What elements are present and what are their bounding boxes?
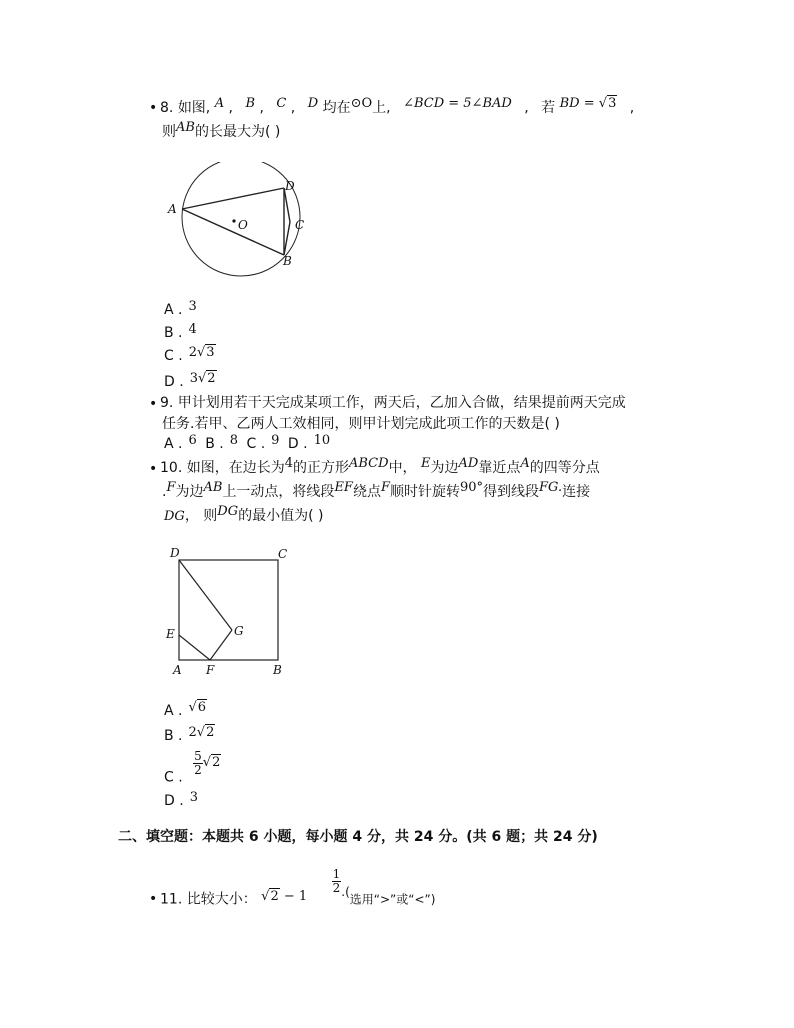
q10-option-c[interactable] (164, 749, 221, 791)
q9-option-a[interactable] (164, 433, 197, 452)
option-sqrt: √2 (202, 754, 221, 770)
coef: 3 (189, 371, 198, 386)
fraction-denominator: 2 (332, 881, 341, 895)
q8-text: 如图, (177, 100, 211, 116)
math-EF: EF (334, 480, 353, 495)
math-bd-eq: BD = (559, 96, 599, 111)
option-letter: A . (164, 302, 183, 318)
coef: 2 (188, 345, 197, 360)
q10-option-d[interactable] (164, 790, 198, 809)
q10-text: 得到线段 (483, 484, 540, 500)
math-F: F (380, 480, 390, 495)
q10-line2 (162, 482, 590, 503)
option-value: 9 (271, 433, 280, 448)
option-letter: C . (164, 769, 183, 786)
label-C: C (295, 218, 305, 232)
q8-line1: 8. 如图, A , B , C , D 均在⊙O上, ∠BCD = 5∠BAD , 若 BD = √3 , (160, 96, 635, 116)
math-AD: AD (458, 456, 479, 471)
q9-option-b[interactable] (205, 433, 239, 452)
option-value: 3 (188, 299, 197, 314)
math-D: D (307, 96, 319, 111)
segment-AD (182, 188, 284, 209)
math-90deg: 90° (459, 480, 484, 495)
math-AB: AB (176, 120, 195, 135)
option-value: 3 (189, 790, 198, 805)
q11-expr: √2 − 1 (261, 888, 308, 904)
math-DG: DG (164, 509, 185, 524)
option-value: 8 (229, 433, 239, 448)
label-E: E (166, 627, 175, 641)
label-A: A (168, 202, 177, 216)
label-B: B (273, 663, 282, 677)
q8-text: 上, (372, 100, 391, 116)
label-O: O (238, 218, 248, 232)
bullet: • (149, 891, 158, 907)
math-circle: ⊙O (350, 96, 373, 111)
q9-option-d[interactable] (287, 433, 331, 452)
section-heading: 二、填空题：本题共 6 小题，每小题 4 分，共 24 分。(共 6 题；共 24 分) (118, 829, 598, 845)
q8-line2 (162, 122, 280, 143)
q10-text: 为边 (430, 460, 459, 476)
option-value: 10 (313, 433, 331, 448)
label-D: D (170, 546, 180, 560)
q10-text: 为边 (175, 484, 204, 500)
q10-line1 (160, 458, 600, 479)
option-value: 4 (188, 322, 197, 337)
q10-text: 的四等分点 (529, 460, 600, 476)
rad-value: 3 (608, 96, 617, 111)
center-dot (232, 219, 235, 222)
math-C: C (276, 96, 287, 111)
segment-DG (179, 560, 232, 630)
q10-text: 绕点 (352, 484, 381, 500)
rad-value: 2 (206, 725, 215, 740)
q8-text: 均在 (322, 100, 351, 116)
segment-AB (182, 209, 284, 255)
math-sqrt: √3 (598, 96, 617, 111)
q10-text: ， 则 (184, 508, 218, 524)
math-ABCD: ABCD (349, 456, 389, 471)
q9-option-c[interactable] (246, 433, 280, 452)
rad-value: 2 (270, 888, 279, 904)
option-letter: D . (287, 436, 308, 452)
segment-DC (284, 188, 290, 222)
math-F: F (166, 480, 176, 495)
option-value: 6 (188, 433, 197, 448)
q10-text: 如图，在边长为 (186, 460, 285, 476)
q8-text: 若 (541, 100, 556, 116)
q11-hint: 选用“>”或“<”) (349, 892, 436, 907)
fraction-denominator: 2 (194, 763, 202, 777)
q9-line1: 9. 甲计划用若干天完成某项工作，两天后，乙加入合做，结果提前两天完成 (160, 395, 626, 411)
bullet: • (149, 396, 158, 412)
option-letter: B . (164, 728, 183, 744)
rad-value: 3 (206, 345, 215, 360)
q10-text: 上一动点，将线段 (222, 484, 335, 500)
q8-number: 8. (160, 100, 174, 116)
q8-text: 则 (162, 124, 176, 140)
q8-text: 的长最大为( ) (194, 124, 281, 140)
math-B: B (245, 96, 256, 111)
q10-option-a[interactable] (164, 700, 207, 719)
q9-options (164, 433, 331, 452)
q10-text: . (162, 484, 167, 500)
option-letter: B . (164, 325, 183, 341)
label-A: A (173, 663, 182, 677)
q10-option-b[interactable] (164, 725, 215, 744)
q11-text: .( (341, 884, 350, 899)
coef: 2 (188, 725, 197, 740)
q10-line3 (164, 506, 323, 527)
math-A: A (214, 96, 225, 111)
q10-text: 顺时针旋转 (389, 484, 460, 500)
q10-number: 10. (160, 460, 183, 476)
option-letter: A . (164, 703, 183, 719)
expr-tail: − 1 (279, 888, 308, 904)
rad-value: 2 (207, 371, 216, 386)
segment-CB (284, 222, 290, 255)
label-G: G (234, 624, 244, 638)
option-value: 3√2 (189, 371, 216, 386)
label-B: B (283, 254, 292, 268)
q8-option-d[interactable] (164, 371, 217, 390)
label-F: F (206, 663, 215, 677)
q10-text: 靠近点 (478, 460, 521, 476)
option-value: 2√2 (188, 725, 215, 740)
q10-figure (162, 542, 302, 682)
q11-text: 11. 比较大小： (160, 891, 257, 908)
q8-option-b[interactable] (164, 322, 197, 341)
math-DG: DG (217, 504, 239, 519)
q8-figure (166, 162, 316, 282)
option-value: √6 (188, 700, 207, 715)
option-letter: A . (164, 436, 183, 452)
q11-line (160, 867, 436, 913)
option-letter: D . (164, 374, 184, 390)
q8-option-a[interactable] (164, 299, 197, 318)
option-letter: D . (164, 793, 184, 809)
q9-line2: 任务.若甲、乙两人工效相同，则甲计划完成此项工作的天数是( ) (162, 416, 560, 432)
bullet: • (149, 461, 158, 477)
q11-fraction (332, 868, 342, 895)
math-A: A (520, 456, 530, 471)
fraction-numerator: 1 (332, 867, 341, 881)
fraction-numerator: 5 (194, 749, 202, 763)
rad-value: 2 (212, 754, 221, 770)
segment-FG (210, 630, 232, 660)
segment-EF (179, 635, 210, 660)
math-FG: FG. (539, 480, 563, 495)
q8-option-c[interactable] (164, 345, 216, 364)
math-AB: AB (203, 480, 223, 495)
option-letter: B . (205, 436, 224, 452)
option-letter: C . (164, 348, 183, 364)
label-C: C (278, 547, 288, 561)
q10-text: 连接 (562, 484, 591, 500)
square-abcd (179, 560, 278, 660)
rad-value: 6 (197, 700, 207, 715)
math-4: 4 (284, 456, 293, 471)
q10-text: 的正方形 (293, 460, 349, 476)
math-E: E (421, 456, 431, 471)
bullet: • (149, 100, 158, 116)
fraction (193, 750, 203, 777)
q10-text: 的最小值为( ) (238, 508, 324, 524)
label-D: D (285, 179, 295, 193)
q10-text: 中， (388, 460, 417, 476)
option-value: 2√3 (188, 345, 215, 360)
option-letter: C . (246, 436, 266, 452)
math-angle-eq: ∠BCD = 5∠BAD (403, 96, 512, 111)
